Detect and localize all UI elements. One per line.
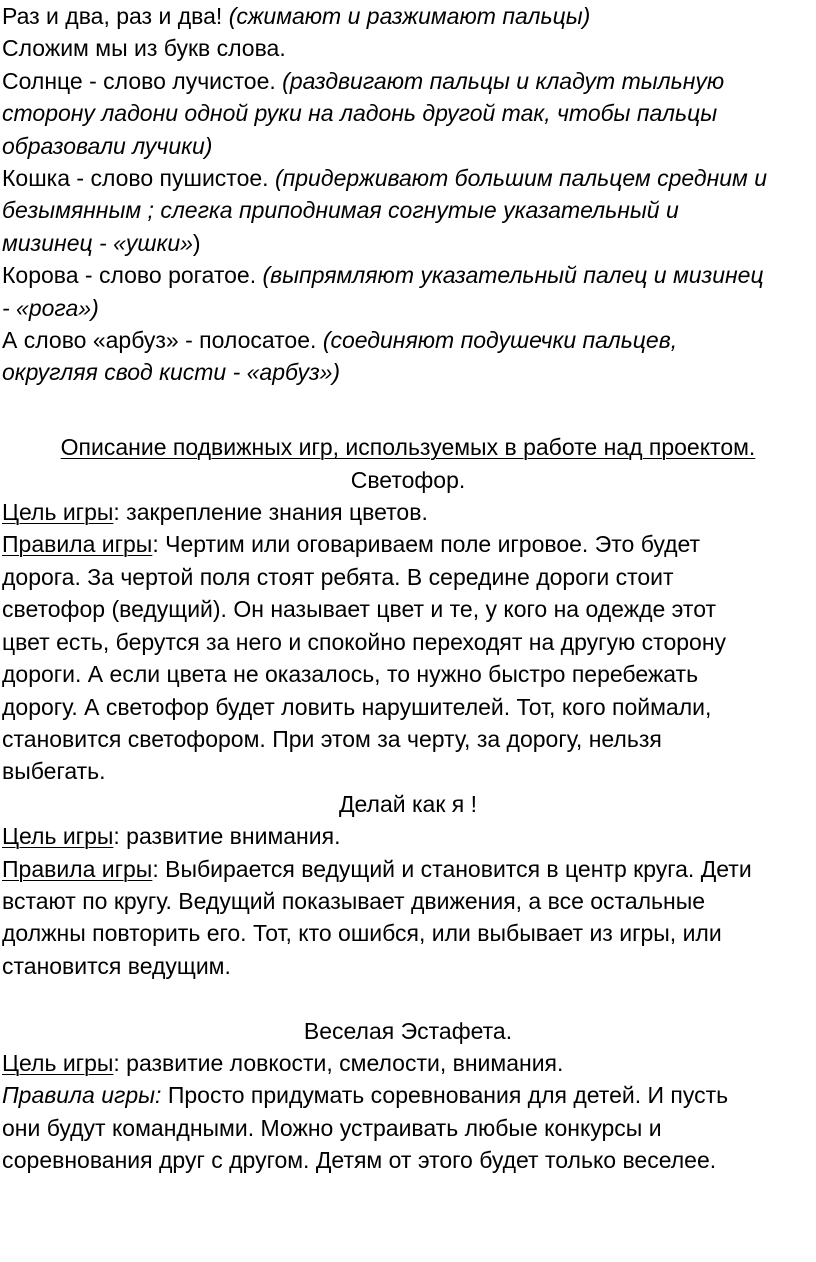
game-svetofor <box>2 464 814 788</box>
goal-label: Цель игры <box>2 1049 114 1076</box>
game-rules-line: дороги. А если цвета не оказалось, то нужно быстро перебежать <box>2 661 699 688</box>
game-title: Светофор. <box>350 466 466 493</box>
game-rules-line: дорогу. А светофор будет ловить нарушителей. Тот, кого поймали, <box>2 693 712 720</box>
poem-line <box>2 97 814 129</box>
game-rules-line: соревнования друг с другом. Детям от этого будет только веселее. <box>2 1147 717 1174</box>
poem-note: (соединяют подушечки пальцев, <box>322 327 678 354</box>
rules-text: : Выбирается ведущий и становится в центр круга. Дети <box>152 855 752 882</box>
poem-line <box>2 194 814 226</box>
document-page <box>2 0 814 1177</box>
game-goal <box>2 496 814 528</box>
game-rules-line <box>2 1079 814 1111</box>
game-rules-line <box>2 528 814 560</box>
game-rules-line: должны повторить его. Тот, кто ошибся, или выбывает из игры, или <box>2 920 722 947</box>
poem-line <box>2 259 814 291</box>
game-rules-line: цвет есть, берутся за него и спокойно переходят на другую сторону <box>2 628 727 655</box>
poem-line <box>2 324 814 356</box>
goal-label: Цель игры <box>2 499 114 526</box>
poem-text: Кошка - слово пушистое. <box>2 165 275 192</box>
poem-note: (выпрямляют указательный палец и мизинец <box>262 262 764 289</box>
poem-line <box>2 32 814 64</box>
poem-text: Корова - слово рогатое. <box>2 262 263 289</box>
blank-line <box>2 982 814 1014</box>
poem-text: Сложим мы из букв слова. <box>2 35 286 62</box>
poem-line <box>2 0 814 32</box>
game-veselaya-estafeta <box>2 1015 814 1177</box>
poem-note: сторону ладони одной руки на ладонь другой так, чтобы пальцы <box>2 100 718 127</box>
rules-label: Правила игры <box>2 855 153 882</box>
goal-text: : закрепление знания цветов. <box>113 499 428 526</box>
rules-text: Просто придумать соревнования для детей. И пусть <box>161 1082 729 1109</box>
poem-note: (придерживают большим пальцем средним и <box>274 165 768 192</box>
poem-note: безымянным ; слегка приподнимая согнутые указательный и <box>2 197 679 224</box>
poem-text: Солнце - слово лучистое. <box>2 67 283 94</box>
blank-line <box>2 389 814 421</box>
poem-note: образовали лучики) <box>2 132 213 159</box>
game-rules-line: встают по кругу. Ведущий показывает движения, а все остальные <box>2 887 706 914</box>
goal-text: : развитие ловкости, смелости, внимания. <box>113 1049 564 1076</box>
game-title: Делай как я ! <box>338 790 478 817</box>
poem-line <box>2 130 814 162</box>
poem-line <box>2 65 814 97</box>
rules-text: : Чертим или оговариваем поле игровое. Это будет <box>152 531 701 558</box>
game-delai-kak-ya <box>2 788 814 982</box>
poem-note: (сжимают и разжимают пальцы) <box>228 3 591 29</box>
poem-line <box>2 356 814 388</box>
game-rules-line: дорога. За чертой поля стоят ребята. В середине дороги стоит <box>2 563 674 590</box>
goal-label: Цель игры <box>2 823 114 850</box>
game-rules-line: выбегать. <box>2 758 106 785</box>
rules-label: Правила игры: <box>2 1082 162 1109</box>
game-title: Веселая Эстафета. <box>303 1017 513 1044</box>
game-rules-line: светофор (ведущий). Он называет цвет и те, у кого на одежде этот <box>2 596 717 623</box>
finger-game-poem <box>2 0 814 389</box>
game-rules-line: становится ведущим. <box>2 952 231 979</box>
poem-text: А слово «арбуз» - полосатое. <box>2 327 323 354</box>
poem-note: - «рога») <box>2 294 99 321</box>
goal-text: : развитие внимания. <box>113 823 341 850</box>
game-rules-line: они будут командными. Можно устраивать любые конкурсы и <box>2 1114 662 1141</box>
poem-note: мизинец - «ушки» <box>2 229 193 256</box>
poem-line <box>2 292 814 324</box>
poem-line <box>2 227 814 259</box>
game-goal <box>2 1047 814 1079</box>
poem-note: округляя свод кисти - «арбуз») <box>2 359 341 386</box>
game-goal <box>2 820 814 852</box>
poem-text: Раз и два, раз и два! <box>2 3 229 29</box>
game-rules-line <box>2 853 814 885</box>
poem-note: (раздвигают пальцы и кладут тыльную <box>282 67 725 94</box>
poem-tail: ) <box>192 229 201 256</box>
section-heading <box>2 431 814 463</box>
section-heading-text: Описание подвижных игр, используемых в работе над проектом. <box>60 434 756 461</box>
game-rules-line: становится светофором. При этом за черту, за дорогу, нельзя <box>2 725 662 752</box>
poem-line <box>2 162 814 194</box>
rules-label: Правила игры <box>2 531 153 558</box>
